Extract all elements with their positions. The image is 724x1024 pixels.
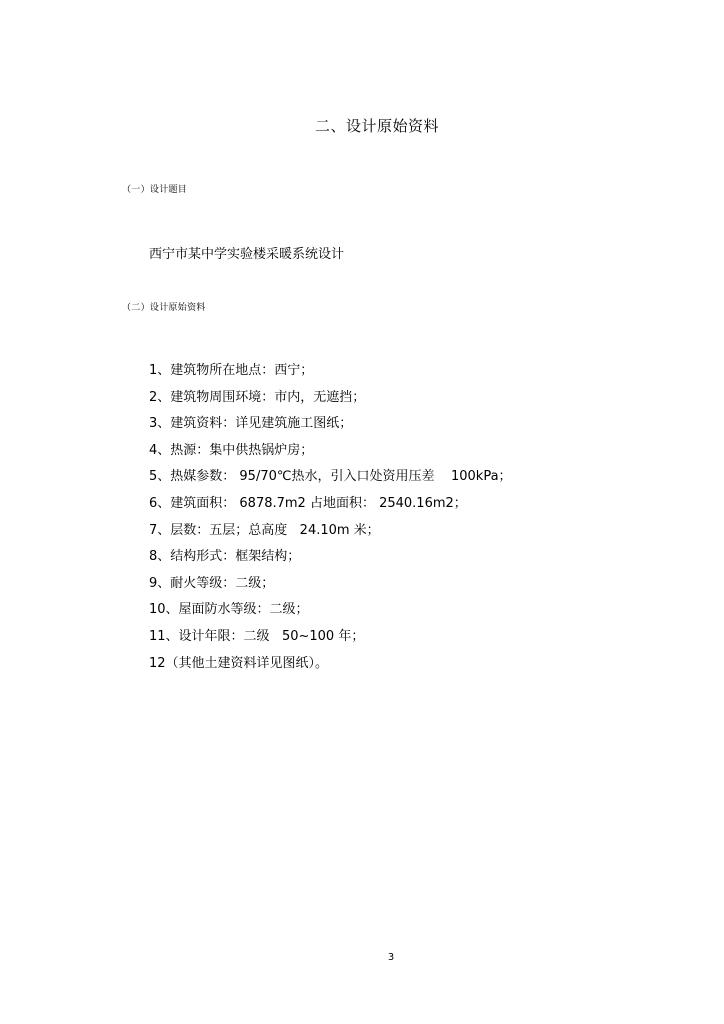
design-topic-text: 西宁市某中学实验楼采暖系统设计 xyxy=(149,247,345,262)
page-number: 3 xyxy=(387,952,395,963)
list-item: 2、建筑物周围环境：市内，无遮挡； xyxy=(149,389,366,405)
list-item: 9、耐火等级：二级； xyxy=(149,575,275,591)
list-item: 1、建筑物所在地点：西宁； xyxy=(149,363,314,378)
list-item: 3、建筑资料：详见建筑施工图纸； xyxy=(149,416,353,432)
list-item: 7、层数：五层；总高度 24.10m 米； xyxy=(149,522,380,538)
list-item: 4、热源：集中供热锅炉房； xyxy=(149,442,314,458)
section-heading-design-topic: （一）设计题目 xyxy=(122,185,188,195)
list-item: 6、建筑面积： 6878.7m2 占地面积： 2540.16m2； xyxy=(149,495,467,511)
list-item: 8、结构形式：框架结构； xyxy=(149,549,301,565)
section-heading-original-data: （二）设计原始资料 xyxy=(122,303,206,313)
list-item: 12（其他土建资料详见图纸）。 xyxy=(149,655,329,671)
page-title: 二、设计原始资料 xyxy=(314,117,439,135)
list-item: 10、屋面防水等级：二级； xyxy=(149,602,309,618)
list-item: 5、热媒参数： 95/70℃热水，引入口处资用压差 100kPa； xyxy=(149,469,512,485)
list-item: 11、设计年限：二级 50~100 年； xyxy=(149,628,365,644)
original-data-list xyxy=(149,358,512,677)
